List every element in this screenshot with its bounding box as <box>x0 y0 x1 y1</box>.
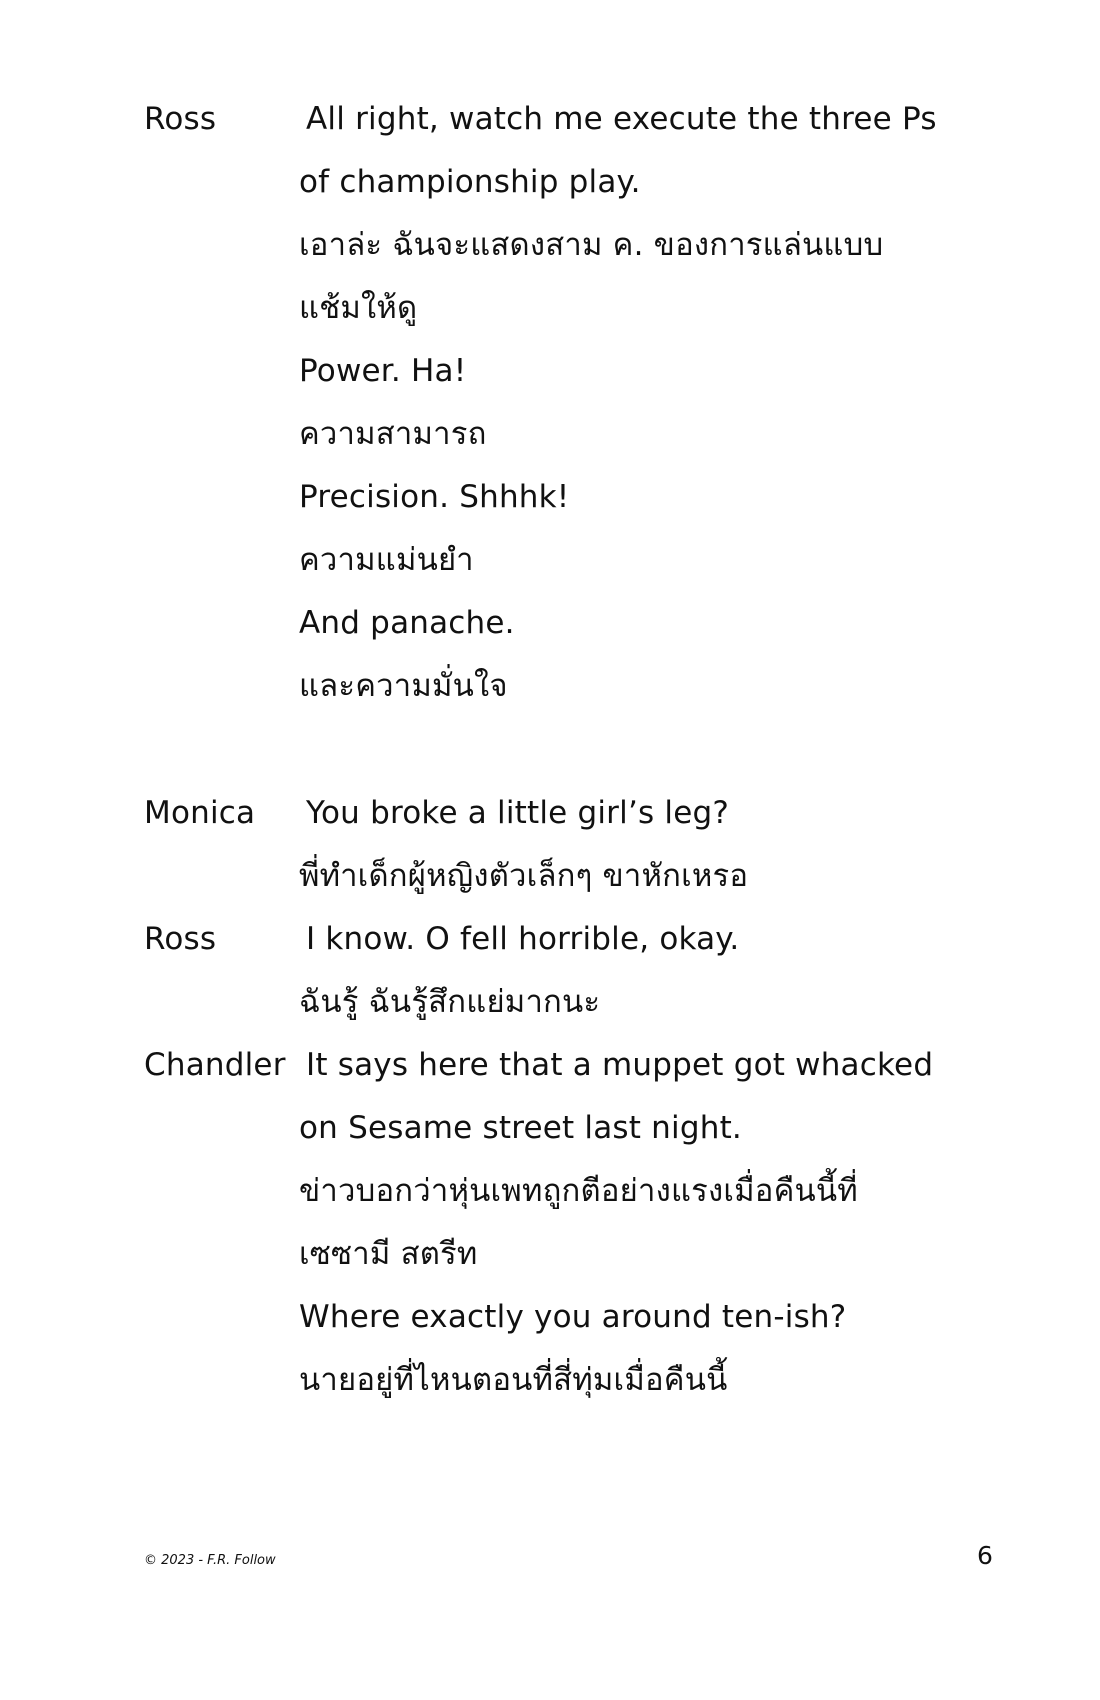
page-number: 6 <box>977 1541 993 1570</box>
dialogue-line: It says here that a muppet got whacked <box>306 1047 934 1083</box>
dialogue-line: Where exactly you around ten-ish? <box>299 1299 847 1335</box>
dialogue-line-thai: ข่าวบอกว่าหุ่นเพทถูกตีอย่างแรงเมื่อคืนนี้ที่ <box>299 1173 858 1209</box>
dialogue-line-thai: เซซามี สตรีท <box>299 1236 478 1272</box>
dialogue-line-thai: ความแม่นยำ <box>299 542 474 578</box>
dialogue-line-thai: แช้มให้ดู <box>299 290 418 326</box>
dialogue-line: You broke a little girl’s leg? <box>306 795 730 831</box>
dialogue-line-thai: ความสามารถ <box>299 416 487 452</box>
speaker-name: Monica <box>144 795 256 831</box>
dialogue-line: Power. Ha! <box>299 353 467 389</box>
dialogue-line: I know. O fell horrible, okay. <box>306 921 740 957</box>
speaker-name: Ross <box>144 101 217 137</box>
dialogue-line-thai: ฉันรู้ ฉันรู้สึกแย่มากนะ <box>299 984 601 1020</box>
copyright-notice: © 2023 - F.R. Follow <box>144 1553 276 1568</box>
dialogue-line: And panache. <box>299 605 515 641</box>
dialogue-line: Precision. Shhhk! <box>299 479 570 515</box>
speaker-name: Ross <box>144 921 217 957</box>
speaker-name: Chandler <box>144 1047 286 1083</box>
dialogue-line-thai: พี่ทำเด็กผู้หญิงตัวเล็กๆ ขาหักเหรอ <box>299 858 749 894</box>
dialogue-line-thai: และความมั่นใจ <box>299 668 508 704</box>
dialogue-line: of championship play. <box>299 164 641 200</box>
dialogue-line: All right, watch me execute the three Ps <box>306 101 937 137</box>
dialogue-line-thai: นายอยู่ที่ไหนตอนที่สี่ทุ่มเมื่อคืนนี้ <box>299 1362 728 1398</box>
dialogue-line: on Sesame street last night. <box>299 1110 742 1146</box>
dialogue-line-thai: เอาล่ะ ฉันจะแสดงสาม ค. ของการแล่นแบบ <box>299 227 884 263</box>
